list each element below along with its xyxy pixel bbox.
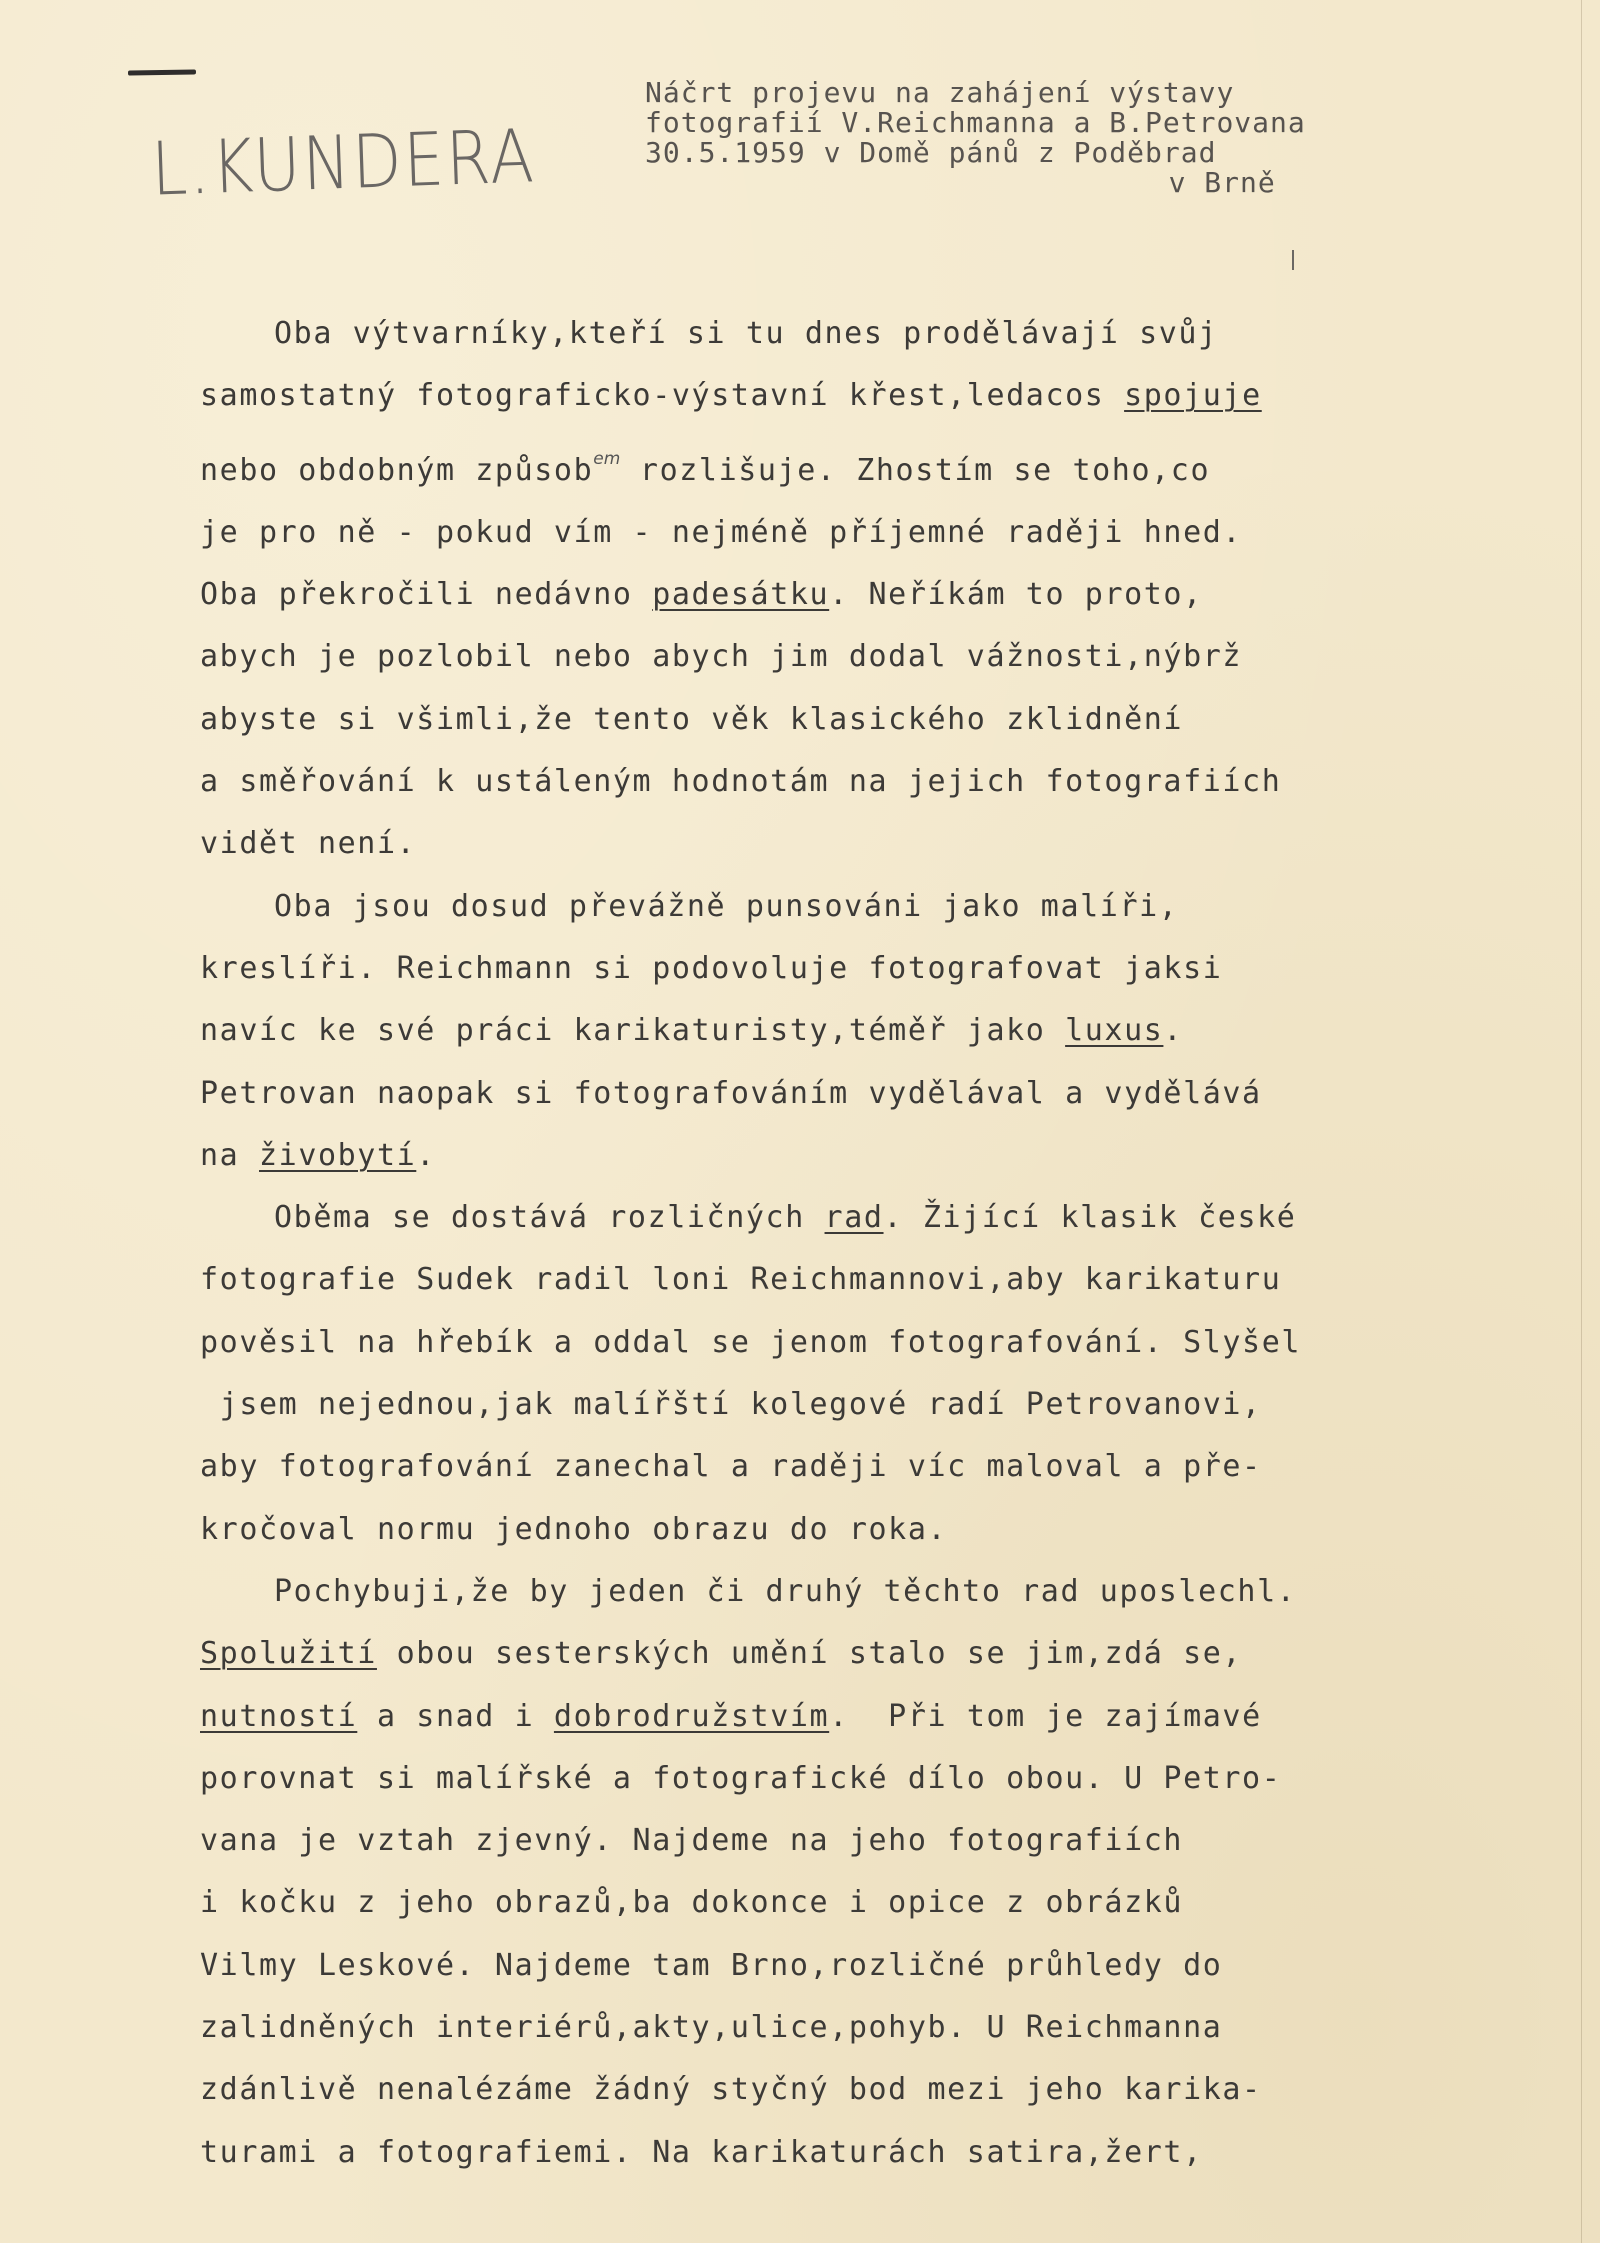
- pencil-tick-mark: [1292, 250, 1294, 270]
- text-line: [200, 428, 1560, 502]
- header-line: Náčrt projevu na zahájení výstavy: [645, 76, 1235, 109]
- text-line: fotografie Sudek radil loni Reichmannovi,aby karikaturu: [200, 1262, 1282, 1298]
- text-line: zalidněných interiérů,akty,ulice,pohyb. U Reichmanna: [200, 2010, 1223, 2046]
- text-line: i kočku z jeho obrazů,ba dokonce i opice z obrázků: [200, 1885, 1184, 1921]
- text-span: samostatný fotograficko-výstavní křest,ledacos: [200, 378, 1125, 414]
- text-line: kreslíři. Reichmann si podovoluje fotografovat jaksi: [200, 950, 1223, 986]
- text-span: . Žijící klasik české: [883, 1200, 1297, 1236]
- text-span: a snad i: [357, 1698, 554, 1734]
- text-line: [200, 1125, 1560, 1187]
- text-line: Petrovan naopak si fotografováním vydělával a vydělává: [200, 1075, 1262, 1111]
- text-line: [200, 1187, 1560, 1249]
- text-span: .: [1163, 1013, 1184, 1049]
- header-line: v Brně: [1168, 166, 1276, 199]
- text-line: abyste si všimli,že tento věk klasického zklidnění: [200, 701, 1184, 737]
- text-line: kročoval normu jednoho obrazu do roka.: [200, 1511, 948, 1547]
- text-line: vana je vztah zjevný. Najdeme na jeho fotografiích: [200, 1823, 1184, 1859]
- text-span: rozlišuje. Zhostím se toho,co: [620, 452, 1211, 488]
- handwritten-insertion: em: [593, 448, 621, 469]
- underlined-word: rad: [824, 1200, 884, 1236]
- text-span: Oba překročili nedávno: [200, 577, 653, 613]
- underlined-word: spojuje: [1124, 378, 1262, 414]
- text-line: pověsil na hřebík a oddal se jenom fotografování. Slyšel: [200, 1324, 1302, 1360]
- text-line: Pochybuji,že by jeden či druhý těchto rad uposlechl.: [274, 1573, 1297, 1609]
- text-line: jsem nejednou,jak malířští kolegové radí Petrovanovi,: [200, 1387, 1262, 1423]
- paper-edge: [1581, 0, 1582, 2243]
- text-line: Oba výtvarníky,kteří si tu dnes prodělávají svůj: [274, 316, 1218, 351]
- underlined-word: Spolužití: [200, 1636, 377, 1672]
- text-line: [200, 564, 1560, 626]
- text-line: Vilmy Leskové. Najdeme tam Brno,rozličné průhledy do: [200, 1947, 1223, 1983]
- text-line: [200, 1686, 1560, 1748]
- handwritten-dash-mark: [128, 69, 196, 75]
- text-span: obou sesterských umění stalo se jim,zdá se,: [376, 1636, 1243, 1672]
- text-line: [200, 365, 1560, 427]
- text-line: turami a fotografiemi. Na karikaturách satira,žert,: [200, 2134, 1203, 2170]
- header-line: 30.5.1959 v Domě pánů z Poděbrad: [645, 136, 1217, 169]
- speech-draft-body: [200, 303, 1560, 2184]
- text-line: aby fotografování zanechal a raději víc maloval a pře-: [200, 1449, 1262, 1485]
- underlined-word: dobrodružstvím: [553, 1698, 830, 1734]
- text-line: vidět není.: [200, 826, 417, 862]
- header-line: fotografií V.Reichmanna a B.Petrovana: [645, 106, 1306, 139]
- text-span: na: [200, 1137, 259, 1173]
- underlined-word: živobytí: [259, 1137, 417, 1173]
- underlined-word: nutností: [200, 1698, 358, 1734]
- text-line: a směřování k ustáleným hodnotám na jejich fotografiích: [200, 764, 1282, 800]
- text-span: navíc ke své práci karikaturisty,téměř jako: [200, 1013, 1066, 1049]
- text-span: Oběma se dostává rozličných: [274, 1200, 825, 1236]
- text-line: je pro ně - pokud vím - nejméně příjemné raději hned.: [200, 514, 1243, 550]
- text-span: . Při tom je zajímavé: [829, 1698, 1262, 1734]
- text-line: [200, 1623, 1560, 1685]
- underlined-word: padesátku: [652, 577, 830, 613]
- text-line: Oba jsou dosud převážně punsováni jako malíři,: [274, 888, 1179, 924]
- text-line: porovnat si malířské a fotografické dílo obou. U Petro-: [200, 1760, 1282, 1796]
- text-line: zdánlivě nenalézáme žádný styčný bod mezi jeho karika-: [200, 2072, 1262, 2108]
- underlined-word: luxus: [1065, 1013, 1164, 1049]
- handwritten-author-name: L.KUNDERA: [150, 114, 538, 214]
- text-line: [200, 1000, 1560, 1062]
- text-span: nebo obdobným způsob: [200, 452, 594, 488]
- text-span: .: [416, 1137, 436, 1173]
- document-header: [645, 78, 1306, 198]
- text-span: . Neříkám to proto,: [829, 577, 1203, 613]
- text-line: abych je pozlobil nebo abych jim dodal vážnosti,nýbrž: [200, 639, 1243, 675]
